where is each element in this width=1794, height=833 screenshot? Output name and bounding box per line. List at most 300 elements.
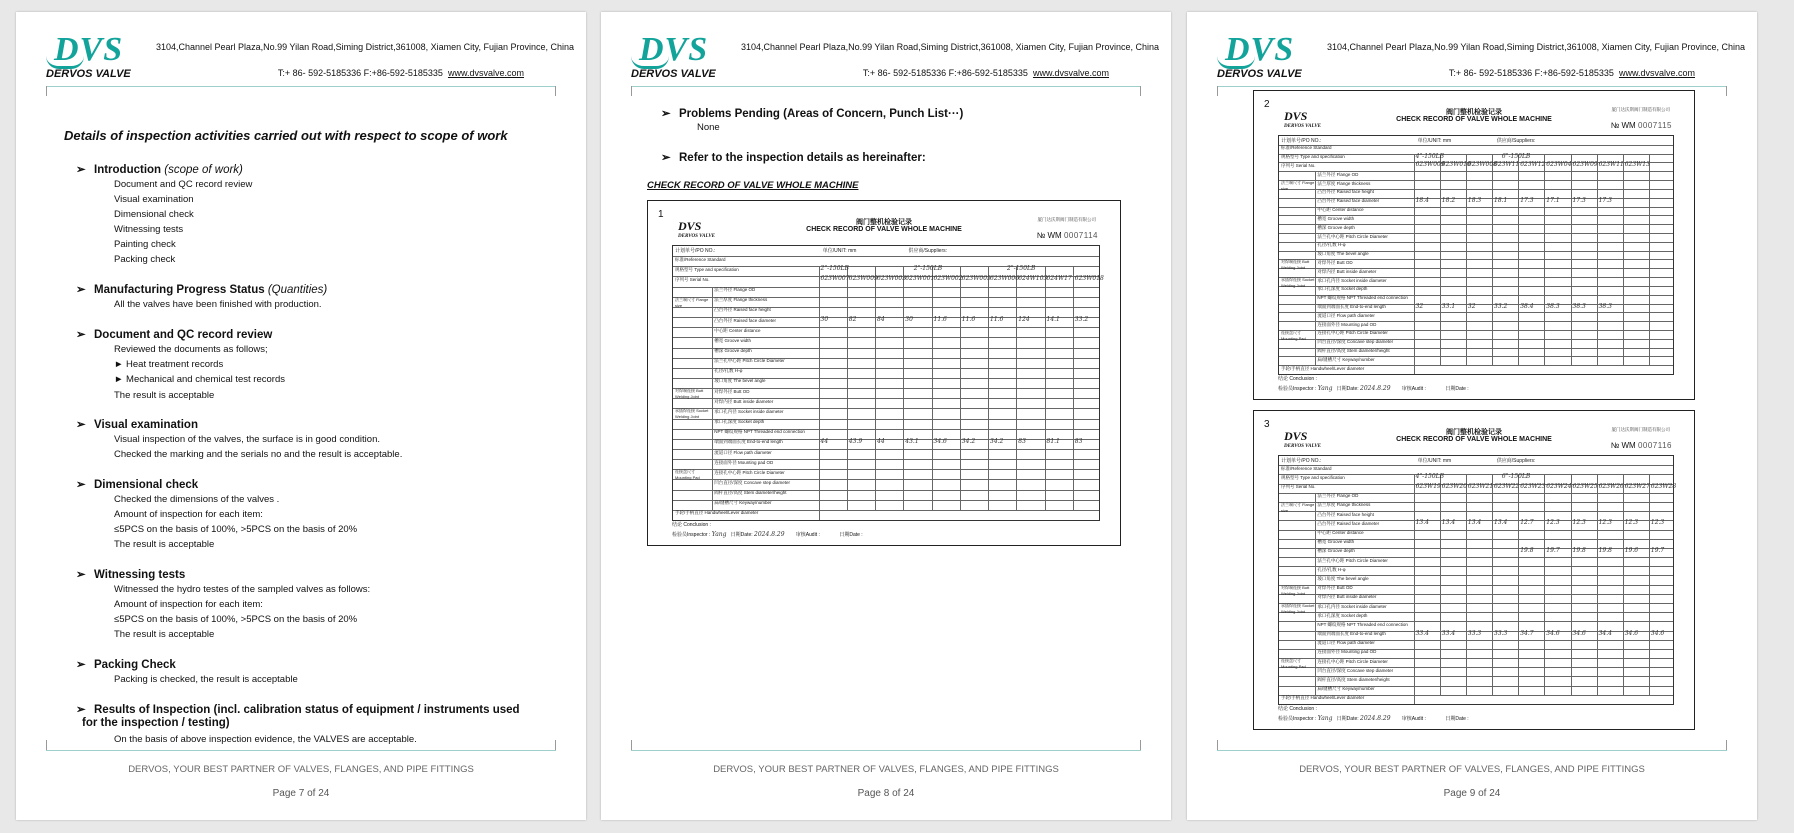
raised-face-value: 13.4 (1441, 519, 1456, 527)
row-label: 扁/键槽尺寸 Keyway/number (1317, 686, 1375, 692)
row-label: 中心距 Center distance (1317, 207, 1364, 212)
groove-value: 19.7 (1546, 546, 1560, 554)
row-label: 序列号 Serial No. (675, 276, 710, 282)
row-label: 手轮/手柄直径 Handwheel/Lever diameter (1281, 695, 1365, 701)
group-label: 连接盘尺寸 Mounting Pad (675, 469, 700, 481)
row-label: 连接孔中心距 Pitch Circle Diameter (714, 469, 785, 475)
group-label: 对焊端连接 Butt Welding Joint (1281, 584, 1310, 596)
table-col-rule (1466, 154, 1467, 366)
row-label: NPT 螺纹规格 NPT Threaded end connection (1317, 621, 1408, 627)
row-label: 序列号 Serial No. (1281, 162, 1316, 168)
serial-value: 623W12 (1520, 161, 1546, 169)
dimensional-line: Checked the dimensions of the valves . (114, 494, 280, 505)
document-page-9 (1187, 12, 1757, 820)
table-col-rule (1492, 474, 1493, 694)
raised-face-value: 30 (905, 316, 913, 323)
record-title-cn: 阀门整机检验记录 (856, 219, 912, 226)
header-divider (631, 86, 1141, 87)
raised-face-value: 84 (877, 316, 885, 323)
inspector-signature: Yang (1317, 385, 1333, 392)
raised-face-value: 33.2 (1074, 316, 1089, 323)
section-refer: ➢ Refer to the inspection details as hereinafter: (661, 152, 926, 164)
row-label: 法兰孔中心距 Pitch Circle Diameter (1317, 557, 1388, 563)
check-record-scan-3 (1253, 410, 1695, 730)
serial-value: 623W20 (1441, 482, 1468, 490)
serial-value: 623W010 (1441, 161, 1471, 169)
table-col-rule (1016, 266, 1017, 510)
row-label: 规格型号 Type and specification (1281, 474, 1345, 480)
list-item: Witnessing tests (114, 224, 184, 235)
serial-value: 623W001 (905, 275, 935, 283)
list-item: ► Mechanical and chemical test records (114, 374, 285, 385)
serial-value: 624W103 (1018, 275, 1048, 283)
row-label: 扁/键槽尺寸 Keyway/number (714, 500, 772, 506)
end-to-end-value: 34.4 (1598, 629, 1612, 637)
audit-label: 审核Audit : (784, 532, 840, 538)
row-label: 槽宽 Groove width (714, 337, 752, 343)
record-supplier-label: 供应商/Suppliers: (1496, 458, 1536, 464)
row-label: 凸台外径 Raised face height (714, 307, 771, 313)
footer-divider (631, 750, 1141, 751)
group-label: 对焊端连接 Butt Welding Joint (675, 388, 704, 400)
document-page-7 (16, 12, 586, 820)
logo-mark: DVS (639, 31, 709, 68)
row-label: 槽宽 Groove width (1317, 539, 1355, 545)
header-divider (1217, 86, 1727, 87)
table-col-rule (1571, 154, 1572, 366)
record-number (1037, 231, 1098, 240)
row-label: 凹台直径/深度 Concave step diameter (714, 479, 791, 485)
record-table (672, 245, 1104, 521)
serial-value: 623W27 (1624, 482, 1650, 490)
serial-value: 623W002 (933, 275, 963, 283)
row-label: 凸台外径 Raised face diameter (714, 317, 777, 323)
inspector-label: 检验员Inspector : (1278, 386, 1318, 392)
section-problems: ➢ Problems Pending (Areas of Concern, Punch List···) (661, 108, 964, 120)
logo-name: DERVOS VALVE (46, 68, 131, 80)
end-to-end-value: 33.1 (1441, 302, 1456, 310)
serial-value: 623W008 (1467, 161, 1497, 169)
row-label: 手轮/手柄直径 Handwheel/Lever diameter (675, 510, 759, 516)
raised-face-value: 17.3 (1572, 196, 1586, 204)
record-number (1611, 121, 1672, 130)
header-address: 3104,Channel Pearl Plaza,No.99 Yilan Road,Siming District,361008, Xiamen City, Fujian Province, China (1327, 42, 1746, 52)
record-index: 3 (1264, 419, 1270, 430)
row-label: 连接孔中心距 Pitch Circle Diameter (1317, 330, 1388, 336)
logo-name: DERVOS VALVE (1217, 68, 1302, 80)
raised-face-value: 12.3 (1598, 519, 1612, 527)
record-table (1278, 455, 1677, 705)
group-label: 承插焊连接 Socket Welding Joint (1281, 277, 1315, 288)
end-to-end-value: 33.3 (1467, 629, 1482, 637)
check-record-scan-1 (647, 200, 1121, 546)
visual-line: Visual inspection of the valves, the surface is in good condition. (114, 434, 380, 445)
spec-value: 6"-150LB (1501, 473, 1531, 481)
record-number-label: № WM (1610, 441, 1638, 450)
record-index: 1 (658, 209, 664, 220)
end-to-end-value: 34.2 (961, 437, 976, 445)
visual-line: Checked the marking and the serials no and the result is acceptable. (114, 449, 403, 460)
raised-face-value: 18.3 (1467, 196, 1482, 204)
row-label: 槽深 Groove depth (1317, 224, 1355, 230)
end-to-end-value: 34.6 (1546, 629, 1560, 637)
serial-value: 623W25 (1572, 482, 1598, 490)
row-label: 流道口径 Flow path diameter (1317, 640, 1375, 646)
table-col-rule (932, 266, 933, 510)
row-label: 法兰厚度 Flange thickness (1317, 502, 1371, 508)
row-label: 序列号 Serial No. (1281, 484, 1316, 490)
serial-value: 623W11 (1494, 161, 1520, 169)
end-to-end-value: 38.3 (1598, 302, 1612, 310)
group-label: 连接盘尺寸 Mounting Pad (1281, 329, 1306, 341)
row-label: 标准/Reference Standard (675, 256, 726, 262)
table-col-rule (847, 266, 848, 510)
groove-value: 19.8 (1520, 546, 1534, 554)
end-to-end-value: 83 (1074, 437, 1083, 445)
doc-review-result: The result is acceptable (114, 390, 215, 401)
serial-value: 623W11 (1598, 161, 1624, 169)
raised-face-value: 12.3 (1572, 519, 1586, 527)
record-title-cn: 阀门整机检验记录 (1446, 109, 1502, 116)
table-col-rule (1518, 474, 1519, 694)
company-logo (46, 30, 146, 86)
section-doc-review: ➢ Document and QC record review (76, 329, 273, 341)
row-label: 坡口角度 The bevel angle (1317, 575, 1369, 581)
raised-face-value: 11.6 (961, 316, 976, 323)
table-col-rule (1518, 154, 1519, 366)
row-label: 法兰厚度 Flange thickness (714, 297, 768, 303)
row-label: 标准/Reference Standard (1281, 145, 1332, 151)
date-label: 日期Date: (1332, 716, 1361, 722)
raised-face-value: 124 (1018, 316, 1030, 323)
section-visual: ➢ Visual examination (76, 419, 198, 431)
table-col-rule (1623, 154, 1624, 366)
table-col-rule (1571, 474, 1572, 694)
end-to-end-value: 34.2 (990, 437, 1004, 445)
website-link[interactable]: www.dvsvalve.com (1032, 68, 1109, 78)
table-col-rule (1544, 154, 1545, 366)
page-number: Page 9 of 24 (1443, 788, 1501, 799)
row-label: 对焊外径 Butt OD (1317, 585, 1353, 591)
record-number-value: 0007116 (1637, 441, 1672, 450)
end-to-end-value: 33.4 (1441, 629, 1456, 637)
row-label: 凸台外径 Raised face height (1317, 511, 1374, 517)
date-value: 2024.8.29 (1360, 715, 1391, 722)
footer-tagline: DERVOS, YOUR BEST PARTNER OF VALVES, FLANGES, AND PIPE FITTINGS (128, 764, 474, 775)
table-col-rule (1045, 266, 1046, 510)
raised-face-value: 11.6 (990, 316, 1004, 323)
record-caption: CHECK RECORD OF VALVE WHOLE MACHINE (647, 180, 859, 191)
record-unit-label: 单位/UNIT: mm (1417, 138, 1452, 144)
record-number-label: № WM (1036, 231, 1064, 240)
date-label: 日期Date: (1332, 386, 1361, 392)
date2-label: 日期Date : (1445, 716, 1469, 722)
header-contact: T:+ 86- 592-5185336 F:+86-592-5185335 www.dvsvalve.com (1448, 68, 1695, 78)
raised-face-value: 18.1 (1494, 196, 1508, 204)
record-logo-name: DERVOS VALVE (1284, 444, 1322, 449)
row-label: 承口孔内径 Socket inside diameter (1317, 603, 1387, 609)
witness-line: ≤5PCS on the basis of 100%, >5PCS on the basis of 20% (114, 614, 358, 625)
end-to-end-value: 32 (1467, 302, 1476, 310)
record-logo: DVS DERVOS VALVE (678, 219, 716, 239)
row-label: 坡口角度 The bevel angle (1317, 251, 1369, 257)
company-logo (631, 30, 731, 86)
raised-face-value: 12.3 (1624, 519, 1639, 527)
table-col-rule (1649, 474, 1650, 694)
raised-face-value: 12.3 (1650, 519, 1665, 527)
list-item: ► Heat treatment records (114, 359, 224, 370)
inspector-label: 检验员Inspector : (1278, 716, 1318, 722)
row-label: 承口孔深度 Socket depth (714, 419, 765, 424)
row-label: 连接面外径 Mounting pad OD (714, 459, 774, 465)
row-label: 坡口角度 The bevel angle (714, 378, 766, 384)
row-label: 凸台外径 Raised face diameter (1317, 520, 1380, 526)
dimensional-line: ≤5PCS on the basis of 100%, >5PCS on the basis of 20% (114, 524, 358, 535)
problems-text: None (697, 122, 720, 133)
table-col-rule (1597, 474, 1598, 694)
end-to-end-value: 44 (820, 437, 829, 445)
serial-value: 623W21 (1467, 482, 1494, 490)
row-label: 凸台外径 Raised face diameter (1317, 198, 1380, 204)
serial-value: 623W006 (990, 275, 1020, 283)
record-company: 厦门达沃斯阀门制造有限公司 (1611, 107, 1670, 112)
record-po-label: 计划单号/PO NO.: (1281, 458, 1322, 464)
table-col-rule (1315, 493, 1316, 695)
header-address: 3104,Channel Pearl Plaza,No.99 Yilan Road,Siming District,361008, Xiamen City, Fujian Province, China (156, 42, 575, 52)
group-label: 连接盘尺寸 Mounting Pad (1281, 658, 1306, 670)
row-label: 法兰外径 Flange OD (1317, 493, 1359, 499)
serial-value: 623W19 (1415, 482, 1441, 490)
audit-label: 审核Audit : (1390, 716, 1446, 722)
inspector-signature: Yang (1317, 715, 1333, 722)
record-conclusion: 结论 Conclusion : (672, 522, 711, 528)
groove-value: 19.7 (1650, 546, 1665, 554)
page-title: Details of inspection activities carried out with respect to scope of work (64, 128, 508, 143)
inspector-label: 检验员Inspector : (672, 532, 712, 538)
row-label: 凹台直径/深度 Concave step diameter (1317, 339, 1394, 345)
row-label: 承口孔深度 Socket depth (1317, 612, 1368, 618)
witness-line: The result is acceptable (114, 629, 215, 640)
header-contact: T:+ 86- 592-5185336 F:+86-592-5185335 www.dvsvalve.com (862, 68, 1109, 78)
record-supplier-label: 供应商/Suppliers: (908, 248, 948, 254)
record-index: 2 (1264, 99, 1270, 110)
table-col-rule (1440, 474, 1441, 694)
record-number-label: № WM (1610, 121, 1638, 130)
row-label: 凸台外径 Raised face height (1317, 189, 1374, 195)
footer-tagline: DERVOS, YOUR BEST PARTNER OF VALVES, FLANGES, AND PIPE FITTINGS (713, 764, 1059, 775)
group-label: 对焊端连接 Butt Welding Joint (1281, 259, 1310, 271)
table-col-rule (903, 266, 904, 510)
row-label: 槽深 Groove depth (1317, 548, 1355, 554)
record-signoff (672, 531, 863, 538)
spec-value: 2"-150LB (1007, 265, 1036, 273)
end-to-end-value: 33.2 (1494, 302, 1508, 310)
row-label: 对焊内径 Butt inside diameter (1317, 594, 1377, 600)
row-label: 法兰厚度 Flange thickness (1317, 180, 1371, 186)
dimensional-line: The result is acceptable (114, 539, 215, 550)
record-title-cn: 阀门整机检验记录 (1446, 429, 1502, 436)
header-address: 3104,Channel Pearl Plaza,No.99 Yilan Road,Siming District,361008, Xiamen City, Fujian Province, China (741, 42, 1160, 52)
row-label: 端面到端面长度 End-to-end length (1317, 631, 1386, 636)
row-label: 法兰孔中心距 Pitch Circle Diameter (1317, 233, 1388, 239)
section-packing: ➢ Packing Check (76, 659, 176, 671)
section-introduction: ➢ Introduction (scope of work) (76, 164, 243, 176)
end-to-end-value: 38.3 (1572, 302, 1586, 310)
date2-label: 日期Date : (839, 532, 863, 538)
record-logo: DVS DERVOS VALVE (1284, 429, 1322, 449)
row-label: 规格型号 Type and specification (675, 266, 739, 272)
serial-value: 623W007 (820, 275, 850, 283)
audit-label: 审核Audit : (1390, 386, 1446, 392)
table-rule (1279, 145, 1673, 146)
doc-review-intro: Reviewed the documents as follows; (114, 344, 268, 355)
row-label: 中心距 Center distance (714, 327, 761, 333)
document-page-8 (601, 12, 1171, 820)
record-number-value: 0007115 (1637, 121, 1672, 130)
row-label: 凹台直径/深度 Concave step diameter (1317, 667, 1394, 673)
row-label: 中心距 Center distance (1317, 530, 1364, 535)
end-to-end-value: 34.6 (1650, 629, 1665, 637)
raised-face-value: 13.4 (1467, 519, 1482, 527)
logo-name: DERVOS VALVE (631, 68, 716, 80)
end-to-end-value: 33.4 (1415, 629, 1429, 637)
row-label: 阀杆直径/高度 Stem diameter/height (1317, 676, 1390, 682)
raised-face-value: 18.4 (1415, 196, 1429, 204)
record-company: 厦门达沃斯阀门制造有限公司 (1611, 427, 1670, 432)
group-label: 法兰端尺寸 Flange size (675, 296, 709, 308)
record-signoff (1278, 385, 1469, 392)
section-results: ➢ Results of Inspection (incl. calibration status of equipment / instruments used (76, 704, 520, 716)
footer-divider (46, 750, 556, 751)
record-title-en: CHECK RECORD OF VALVE WHOLE MACHINE (806, 226, 962, 233)
record-logo-name: DERVOS VALVE (1284, 124, 1322, 129)
page-number: Page 7 of 24 (272, 788, 330, 799)
raised-face-value: 17.3 (1598, 196, 1612, 204)
raised-face-value: 30 (820, 316, 829, 323)
inspector-signature: Yang (711, 531, 727, 538)
row-label: 对焊内径 Butt inside diameter (1317, 268, 1377, 274)
row-label: 流道口径 Flow path diameter (714, 449, 772, 455)
raised-face-value: 13.4 (1494, 519, 1508, 527)
row-label: 标准/Reference Standard (1281, 465, 1332, 471)
raised-face-value: 11.6 (933, 316, 947, 323)
list-item: Visual examination (114, 194, 194, 205)
end-to-end-value: 81.1 (1046, 437, 1060, 445)
record-conclusion: 结论 Conclusion : (1278, 376, 1317, 382)
raised-face-value: 14.1 (1046, 316, 1060, 323)
spec-value: 6"-150LB (1501, 152, 1531, 160)
website-link[interactable]: www.dvsvalve.com (1618, 68, 1695, 78)
record-signoff (1278, 715, 1469, 722)
end-to-end-value: 34.6 (1624, 629, 1639, 637)
date-value: 2024.8.29 (1360, 385, 1391, 392)
serial-value: 623W009 (1415, 161, 1445, 169)
table-col-rule (1440, 154, 1441, 366)
serial-value: 623W09 (1572, 161, 1598, 169)
row-label: NPT 螺纹规格 NPT Threaded end connection (714, 429, 805, 435)
record-unit-label: 单位/UNIT: mm (822, 248, 857, 254)
header-divider (46, 86, 556, 87)
row-label: 法兰孔中心距 Pitch Circle Diameter (714, 358, 785, 364)
record-logo-name: DERVOS VALVE (678, 234, 716, 239)
row-label: 连接面外径 Mounting pad OD (1317, 321, 1377, 327)
progress-text: All the valves have been finished with production. (114, 299, 322, 310)
end-to-end-value: 33.3 (1494, 629, 1508, 637)
serial-value: 624W17 (1046, 275, 1072, 283)
row-label: 规格型号 Type and specification (1281, 154, 1345, 160)
table-col-rule (819, 266, 820, 520)
row-label: 承口孔内径 Socket inside diameter (714, 408, 784, 414)
row-label: 端面到端面长度 End-to-end length (714, 439, 783, 445)
row-label: 对焊内径 Butt inside diameter (714, 398, 774, 404)
website-link[interactable]: www.dvsvalve.com (447, 68, 524, 78)
check-record-scan-2 (1253, 90, 1695, 400)
groove-value: 19.6 (1624, 546, 1639, 554)
row-label: 孔径/孔数 H-φ (1317, 242, 1346, 248)
section-results-line2: for the inspection / testing) (82, 717, 230, 729)
group-label: 法兰端尺寸 Flange size (1281, 501, 1315, 513)
group-label: 法兰端尺寸 Flange size (1281, 180, 1315, 192)
raised-face-value: 12.7 (1520, 519, 1534, 527)
table-col-rule (712, 287, 713, 510)
table-col-rule (1597, 154, 1598, 366)
groove-value: 19.8 (1572, 546, 1586, 554)
header-contact: T:+ 86- 592-5185336 F:+86-592-5185335 www.dvsvalve.com (277, 68, 524, 78)
end-to-end-value: 32 (1415, 302, 1424, 310)
table-col-rule (960, 266, 961, 510)
date2-label: 日期Date : (1445, 386, 1469, 392)
row-label: 阀杆直径/高度 Stem diameter/height (1317, 348, 1390, 354)
logo-mark: DVS (1225, 31, 1295, 68)
row-label: 连接孔中心距 Pitch Circle Diameter (1317, 658, 1388, 664)
table-col-rule (1414, 154, 1415, 374)
groove-value: 19.8 (1598, 546, 1612, 554)
record-table (1278, 135, 1674, 375)
page-number: Page 8 of 24 (857, 788, 915, 799)
date-value: 2024.8.29 (754, 531, 785, 538)
row-label: 流道口径 Flow path diameter (1317, 312, 1375, 318)
end-to-end-value: 34.7 (1520, 629, 1534, 637)
row-label: 承口孔内径 Socket inside diameter (1317, 277, 1387, 283)
section-progress: ➢ Manufacturing Progress Status (Quantities) (76, 284, 328, 296)
record-po-label: 计划单号/PO NO.: (675, 248, 716, 254)
row-label: 法兰外径 Flange OD (714, 287, 756, 293)
record-po-label: 计划单号/PO NO.: (1281, 138, 1322, 144)
raised-face-value: 17.1 (1546, 196, 1560, 204)
table-col-rule (1073, 266, 1074, 510)
results-text: On the basis of above inspection evidence, the VALVES are acceptable. (114, 734, 417, 745)
dimensional-line: Amount of inspection for each item: (114, 509, 263, 520)
footer-divider (1217, 750, 1727, 751)
row-label: 阀杆直径/高度 Stem diameter/height (714, 490, 787, 496)
table-col-rule (1649, 154, 1650, 366)
record-unit-label: 单位/UNIT: mm (1417, 458, 1452, 464)
list-item: Painting check (114, 239, 176, 250)
raised-face-value: 13.4 (1415, 519, 1429, 527)
list-item: Dimensional check (114, 209, 194, 220)
row-label: 孔径/孔数 H-φ (1317, 566, 1346, 572)
row-label: 扁/键槽尺寸 Keyway/number (1317, 356, 1375, 362)
list-item: Packing check (114, 254, 176, 265)
raised-face-value: 17.3 (1520, 196, 1534, 204)
record-logo: DVS DERVOS VALVE (1284, 109, 1322, 129)
table-col-rule (1315, 171, 1316, 365)
serial-value: 623W003 (877, 275, 907, 283)
record-number-value: 0007114 (1063, 231, 1098, 240)
row-label: NPT 螺纹规格 NPT Threaded end connection (1317, 295, 1408, 301)
row-label: 端面到端面长度 End-to-end length (1317, 304, 1386, 309)
end-to-end-value: 83 (1018, 437, 1026, 445)
